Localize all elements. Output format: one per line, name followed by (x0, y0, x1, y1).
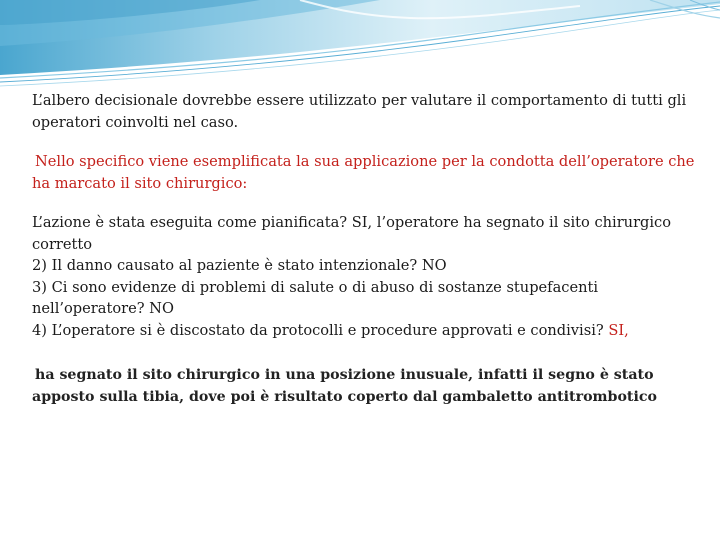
example-paragraph (32, 151, 696, 194)
decorative-wave-banner (0, 0, 720, 90)
question-1: L’azione è stata eseguita come pianificata? SI, l’operatore ha segnato il sito chirurgico corretto (32, 214, 672, 253)
conclusion-paragraph (32, 365, 696, 408)
conclusion-text: ha segnato il sito chirurgico in una posizione inusuale, infatti il segno è stato apposto sulla tibia, dove poi è risultato coperto dal gambaletto antitrombotico (32, 367, 657, 405)
example-text: Nello specifico viene esemplificata la sua applicazione per la condotta dell’operatore che ha marcato il sito chirurgico: (32, 153, 695, 192)
question-4-text: 4) L’operatore si è discostato da protocolli e procedure approvati e condivisi? (32, 321, 609, 339)
question-4-answer: SI, (608, 321, 629, 339)
question-2: 2) Il danno causato al paziente è stato intenzionale? NO (32, 257, 447, 274)
decision-questions-list (32, 212, 696, 341)
question-3: 3) Ci sono evidenze di problemi di salute o di abuso di sostanze stupefacenti nell’operatore? NO (32, 278, 599, 317)
intro-paragraph: L’albero decisionale dovrebbe essere utilizzato per valutare il comportamento di tutti gli operatori coinvolti nel caso. (32, 92, 687, 131)
question-4 (32, 320, 696, 342)
